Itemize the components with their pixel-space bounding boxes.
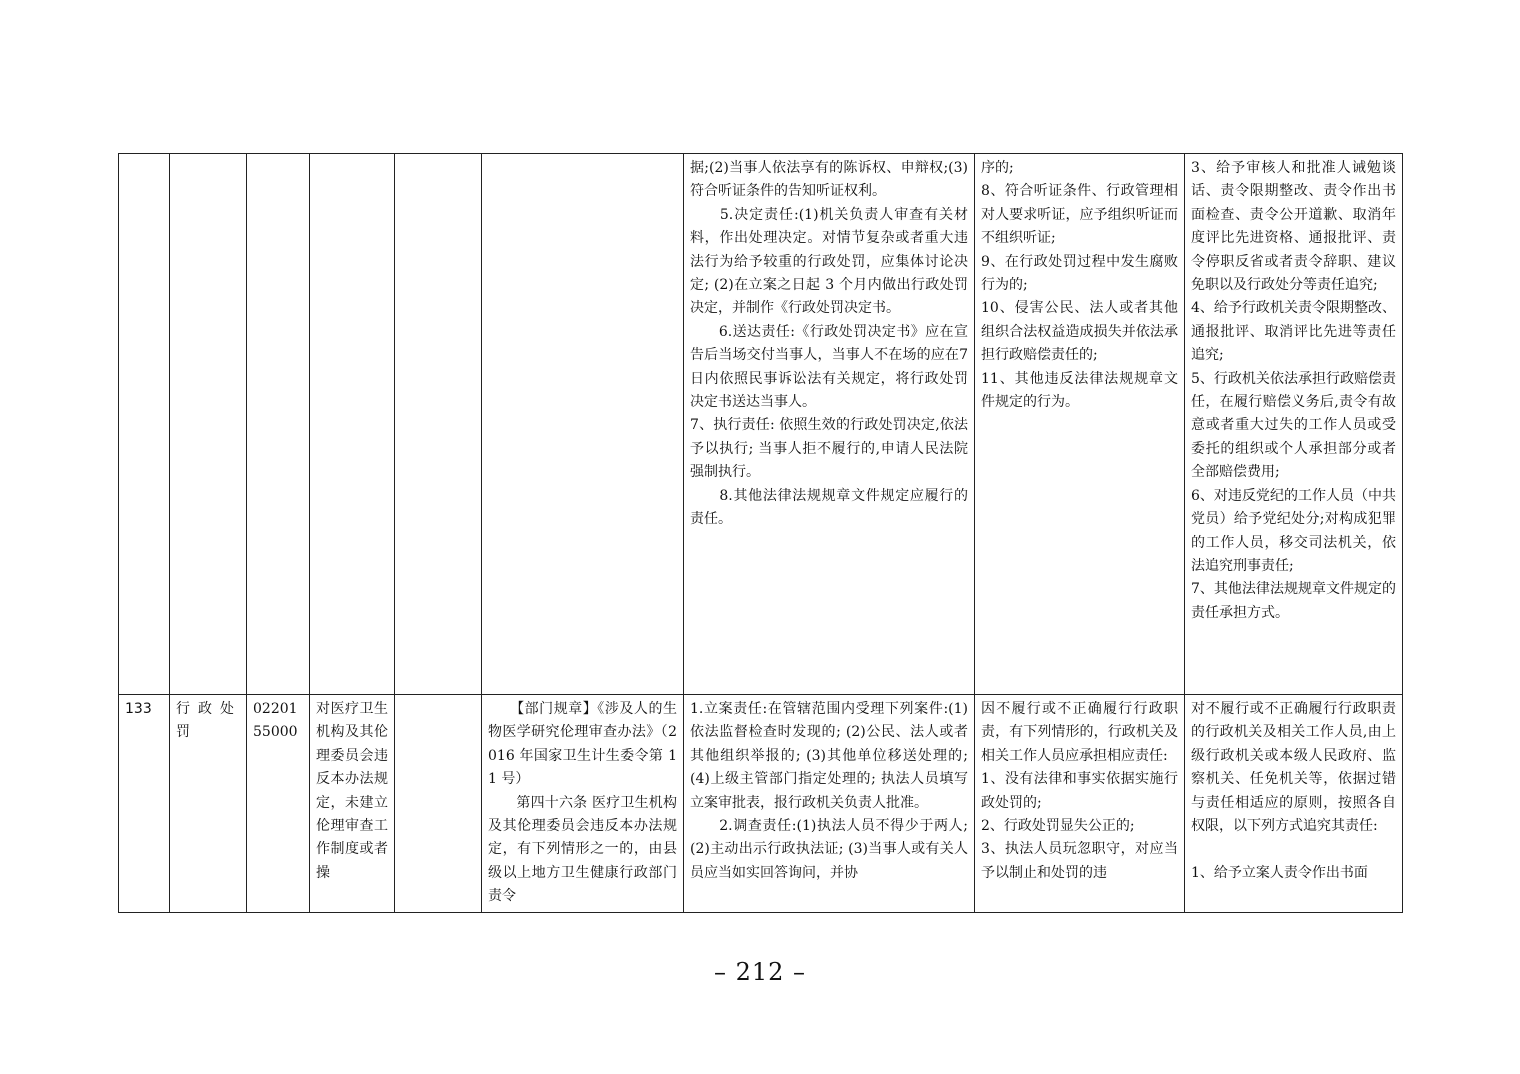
item-name-cell — [310, 154, 395, 695]
item-name-cell: 对医疗卫生机构及其伦理委员会违反本办法规定，未建立伦理审查工作制度或者操 — [310, 695, 395, 913]
table-row — [119, 695, 1403, 913]
responsibility-cell: 据;(2)当事人依法享有的陈诉权、申辩权;(3)符合听证条件的告知听证权利。 5.决定责任:(1)机关负责人审查有关材料，作出处理决定。对情节复杂或者重大违法行为给予较重的行政处罚，应集体讨论决定; (2)在立案之日起 3 个月内做出行政处罚决定，并制作《行政处罚决定书。 6.送达责任:《行政处罚决定书》应在宣告后当场交付当事人，当事人不在场的应在7日内依照民事诉讼法有关规定，将行政处罚决定书送达当事人。 7、执行责任: 依照生效的行政处罚决定,依法予以执行; 当事人拒不履行的,申请人民法院强制执行。 8.其他法律法规规章文件规定应履行的责任。 — [684, 154, 975, 695]
accountability-cases-cell: 序的; 8、符合听证条件、行政管理相对人要求听证，应予组织听证而不组织听证; 9、在行政处罚过程中发生腐败行为的; 10、侵害公民、法人或者其他组织合法权益造成损失并依法承担行政赔偿责任的; 11、其他违反法律法规规章文件规定的行为。 — [975, 154, 1185, 695]
sub-item-cell — [395, 695, 482, 913]
accountability-methods-cell: 3、给予审核人和批准人诫勉谈话、责令限期整改、责令作出书面检查、责令公开道歉、取消年度评比先进资格、通报批评、责令停职反省或者责令辞职、建议免职以及行政处分等责任追究; 4、给予行政机关责令限期整改、通报批评、取消评比先进等责任追究; 5、行政机关依法承担行政赔偿责任，在履行赔偿义务后,责令有故意或者重大过失的工作人员或受委托的组织或个人承担部分或者全部赔偿费用; 6、对违反党纪的工作人员（中共党员）给予党纪处分;对构成犯罪的工作人员，移交司法机关，依法追究刑事责任; 7、其他法律法规规章文件规定的责任承担方式。 — [1185, 154, 1403, 695]
responsibility-cell: 1.立案责任:在管辖范围内受理下列案件:(1)依法监督检查时发现的; (2)公民、法人或者其他组织举报的; (3)其他单位移送处理的; (4)上级主管部门指定处理的; 执法人员填写立案审批表，报行政机关负责人批准。 2.调查责任:(1)执法人员不得少于两人;(2)主动出示行政执法证; (3)当事人或有关人员应当如实回答询问，并协 — [684, 695, 975, 913]
item-type-cell: 行政处罚 — [170, 695, 247, 913]
item-code-cell: 02201 55000 — [247, 695, 310, 913]
responsibility-table — [118, 153, 1403, 913]
item-code-cell — [247, 154, 310, 695]
page-number: – 212 – — [713, 958, 807, 986]
serial-number-cell — [119, 154, 170, 695]
legal-basis-cell: 【部门规章】《涉及人的生物医学研究伦理审查办法》（2016 年国家卫生计生委令第 11 号） 第四十六条 医疗卫生机构及其伦理委员会违反本办法规定，有下列情形之一的，由县级以上地方卫生健康行政部门责令 — [482, 695, 684, 913]
table-row — [119, 154, 1403, 695]
sub-item-cell — [395, 154, 482, 695]
serial-number-cell: 133 — [119, 695, 170, 913]
item-type-cell — [170, 154, 247, 695]
accountability-methods-cell: 对不履行或不正确履行行政职责的行政机关及相关工作人员,由上级行政机关或本级人民政府、监察机关、任免机关等，依据过错与责任相适应的原则，按照各自权限，以下列方式追究其责任: 1、给予立案人责令作出书面 — [1185, 695, 1403, 913]
legal-basis-cell — [482, 154, 684, 695]
accountability-cases-cell: 因不履行或不正确履行行政职责，有下列情形的，行政机关及相关工作人员应承担相应责任: 1、没有法律和事实依据实施行政处罚的; 2、行政处罚显失公正的; 3、执法人员玩忽职守，对应当予以制止和处罚的违 — [975, 695, 1185, 913]
